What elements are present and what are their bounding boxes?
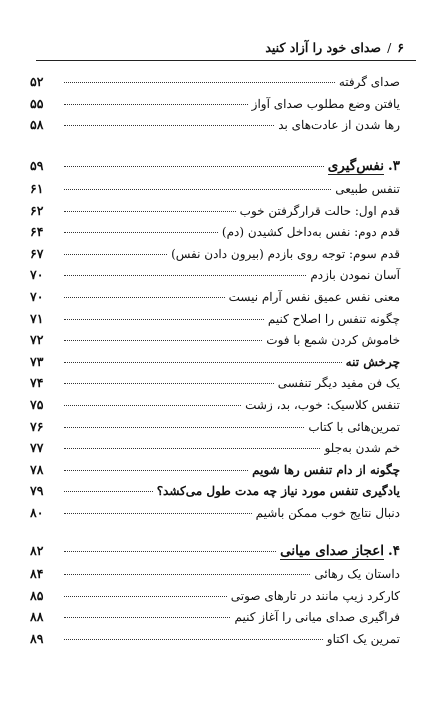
- toc-entry-title: داستان یک رهائی: [314, 567, 400, 581]
- toc-entry: [30, 440, 400, 462]
- toc-entry: [30, 117, 400, 139]
- toc-entry-page: ۵۸: [30, 117, 44, 133]
- leader-dots: [64, 82, 335, 83]
- chapter-heading: [30, 158, 400, 181]
- toc-group-continued: [30, 74, 400, 139]
- toc-entry-title: چگونه تنفس را اصلاح کنیم: [267, 311, 400, 326]
- toc-entry-page: ۶۷: [30, 245, 44, 261]
- leader-dots: [64, 166, 324, 167]
- toc-entry-title: تنفس کلاسیک: خوب، بد، زشت: [245, 397, 400, 412]
- toc-entry-title: یادگیری تنفس مورد نیاز چه مدت طول می‌کشد؟: [156, 484, 400, 499]
- leader-dots: [64, 297, 225, 298]
- leader-dots: [64, 189, 331, 190]
- toc-entry-title: کارکرد زیپ مانند در تارهای صوتی: [230, 588, 400, 603]
- toc-entry: [30, 181, 400, 203]
- toc-entry-title: قدم دوم: نفس به‌داخل کشیدن (دم): [221, 225, 400, 240]
- toc-entry-title: تنفس طبیعی: [335, 182, 400, 196]
- toc-entry-title: خاموش کردن شمع با فوت: [266, 333, 400, 348]
- toc-entry: [30, 289, 400, 311]
- chapter-heading: [30, 543, 400, 566]
- toc-entry-title: تمرین یک اکتاو: [326, 631, 400, 646]
- running-header: [265, 40, 404, 55]
- book-title: صدای خود را آزاد کنید: [265, 40, 382, 55]
- chapter-title: اعجاز صدای میانی: [280, 543, 385, 559]
- toc-entry: [30, 74, 400, 96]
- toc-entry-page: ۸۵: [30, 587, 44, 603]
- toc-entry-page: ۷۵: [30, 396, 44, 412]
- toc-entry-page: ۶۲: [30, 202, 44, 218]
- leader-dots: [64, 405, 241, 406]
- toc-entry-page: ۷۸: [30, 461, 44, 477]
- toc-entry-title: آسان نمودن بازدم: [310, 268, 400, 283]
- toc-entry-title: خم شدن به‌جلو: [324, 441, 400, 456]
- toc-entry: [30, 203, 400, 225]
- toc-entry: [30, 332, 400, 354]
- toc-entry-page: ۵۲: [30, 74, 44, 89]
- toc-entry-page: ۷۷: [30, 440, 44, 456]
- toc-entry-page: ۶۱: [30, 181, 44, 196]
- toc-entry-page: ۷۰: [30, 288, 44, 304]
- toc-entry-title: یافتن وضع مطلوب صدای آواز: [251, 96, 400, 111]
- leader-dots: [64, 448, 320, 449]
- toc-entry-title: رها شدن از عادت‌های بد: [278, 118, 400, 133]
- toc-entry-page: ۷۲: [30, 332, 44, 348]
- toc-entry: [30, 224, 400, 246]
- leader-dots: [64, 362, 342, 363]
- toc-entry: [30, 311, 400, 333]
- toc-entry-title: چگونه از دام تنفس رها شویم: [252, 462, 400, 477]
- leader-dots: [64, 319, 264, 320]
- toc-entry: [30, 419, 400, 441]
- leader-dots: [64, 513, 252, 514]
- toc-chapter-4: [30, 543, 400, 652]
- leader-dots: [64, 104, 248, 105]
- chapter-page: ۵۹: [30, 158, 44, 173]
- toc-entry: [30, 462, 400, 484]
- leader-dots: [64, 491, 153, 492]
- chapter-number: ۴.: [388, 543, 400, 559]
- toc-entry: [30, 609, 400, 631]
- chapter-number: ۳.: [388, 158, 400, 174]
- toc-entry-title: معنی نفس عمیق نفس آرام نیست: [228, 289, 400, 304]
- page-number: ۶: [397, 40, 404, 55]
- toc-entry: [30, 375, 400, 397]
- toc-entry-title: تمرین‌هائی با کتاب: [308, 419, 400, 434]
- toc-entry-page: ۷۳: [30, 353, 44, 369]
- toc-entry-page: ۷۴: [30, 375, 44, 391]
- toc-entry-title: صدای گرفته: [338, 75, 400, 89]
- toc-entry: [30, 397, 400, 419]
- toc-entry-title: دنبال نتایج خوب ممکن باشیم: [255, 505, 400, 520]
- toc-entry: [30, 267, 400, 289]
- leader-dots: [64, 574, 310, 575]
- toc-entry-page: ۸۴: [30, 566, 44, 581]
- toc-entry: [30, 96, 400, 118]
- leader-dots: [64, 275, 306, 276]
- toc-entry-title: قدم سوم: توجه روی بازدم (بیرون دادن نفس): [171, 246, 400, 261]
- leader-dots: [64, 383, 274, 384]
- leader-dots: [64, 254, 167, 255]
- toc-entry-title: قدم اول: حالت قرارگرفتن خوب: [239, 203, 400, 218]
- toc-entry-page: ۸۸: [30, 609, 44, 625]
- toc-entry: [30, 483, 400, 505]
- toc-entry-page: ۵۵: [30, 95, 44, 111]
- leader-dots: [64, 232, 218, 233]
- toc-entry-page: ۷۶: [30, 418, 44, 434]
- toc-chapter-3: [30, 158, 400, 527]
- toc-entry-page: ۷۹: [30, 483, 44, 499]
- toc-entry-page: ۷۱: [30, 310, 44, 326]
- toc-entry: [30, 588, 400, 610]
- leader-dots: [64, 617, 230, 618]
- toc-entry: [30, 631, 400, 653]
- toc-entry: [30, 566, 400, 588]
- toc-entry: [30, 505, 400, 527]
- toc-entry-title: فراگیری صدای میانی را آغاز کنیم: [234, 610, 400, 625]
- leader-dots: [64, 125, 274, 126]
- chapter-page: ۸۲: [30, 543, 44, 558]
- leader-dots: [64, 551, 276, 552]
- toc-entry-title: چرخش تنه: [345, 354, 400, 369]
- toc-entry: [30, 246, 400, 268]
- toc-entry-page: ۸۰: [30, 504, 44, 520]
- header-rule: [36, 60, 416, 61]
- toc-entry-page: ۶۴: [30, 224, 44, 240]
- leader-dots: [64, 340, 262, 341]
- header-separator: /: [387, 40, 392, 55]
- toc-entry-title: یک فن مفید دیگر تنفسی: [277, 376, 400, 391]
- toc-entry-page: ۸۹: [30, 630, 44, 646]
- leader-dots: [64, 470, 248, 471]
- toc-entry-page: ۷۰: [30, 267, 44, 283]
- toc-entry: [30, 354, 400, 376]
- leader-dots: [64, 596, 227, 597]
- leader-dots: [64, 427, 304, 428]
- leader-dots: [64, 211, 236, 212]
- chapter-title: نفس‌گیری: [327, 158, 385, 174]
- leader-dots: [64, 639, 323, 640]
